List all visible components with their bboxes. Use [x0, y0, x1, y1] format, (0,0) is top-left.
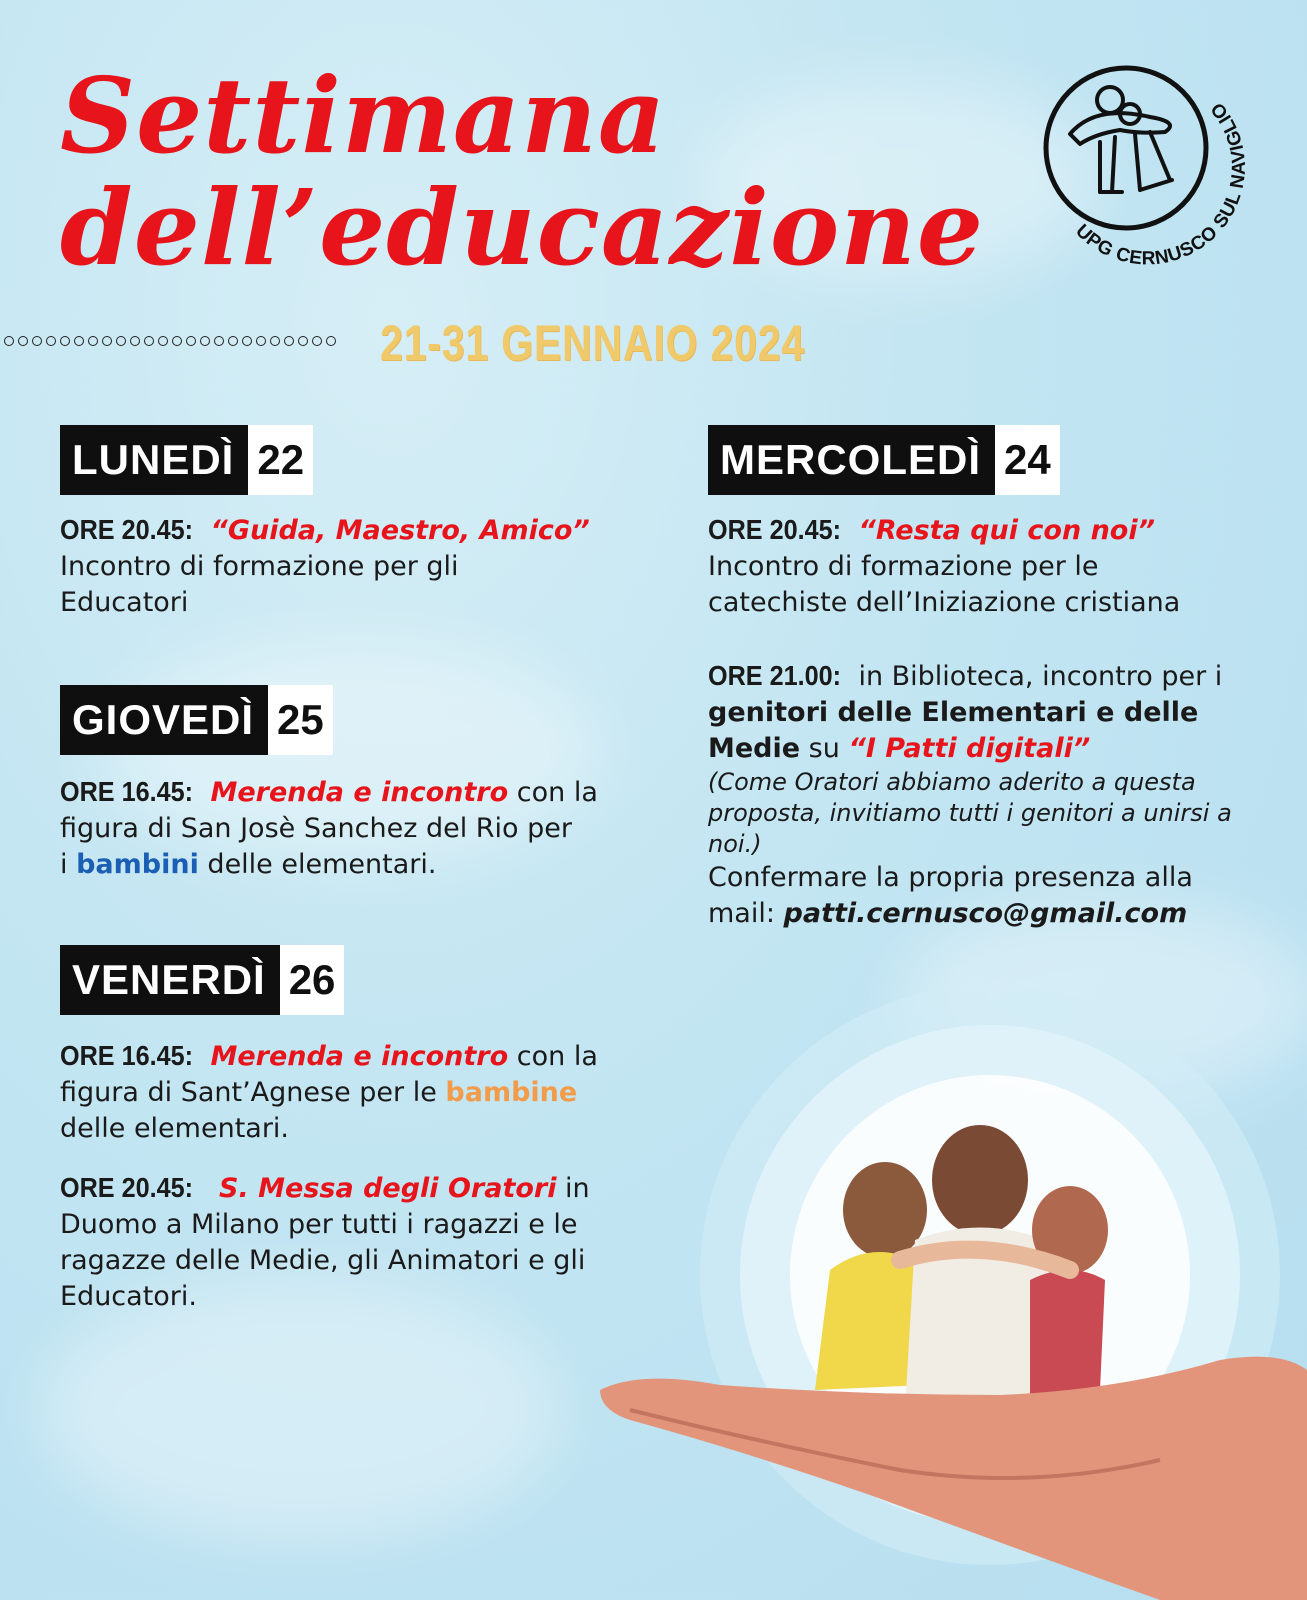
- event-desc-2: Educatori: [60, 587, 189, 618]
- event-note-1: (Come Oratori abbiamo aderito a questa: [708, 768, 1196, 796]
- event-desc-2: catechiste dell’Iniziazione cristiana: [708, 587, 1181, 618]
- event-time: ORE 20.45:: [60, 514, 194, 545]
- event-text: con la: [508, 777, 598, 808]
- event-wednesday-2: [708, 658, 1298, 932]
- event-confirm-2: mail:: [708, 898, 784, 929]
- event-friday-2: [60, 1170, 640, 1315]
- event-bold-2: Medie: [708, 733, 801, 764]
- title-line-2: dell’educazione: [60, 166, 985, 289]
- day-header-friday: [60, 945, 344, 1015]
- event-title: S. Messa degli Oratori: [219, 1173, 557, 1204]
- highlight-bambine: bambine: [445, 1077, 578, 1108]
- event-bold-1: genitori delle Elementari e delle: [708, 697, 1199, 728]
- event-confirm-1: Confermare la propria presenza alla: [708, 862, 1193, 893]
- event-text: con la: [508, 1041, 598, 1072]
- event-thursday-1: [60, 774, 640, 883]
- event-desc-1: Incontro di formazione per le: [708, 551, 1099, 582]
- event-desc-2: figura di San Josè Sanchez del Rio per: [60, 813, 572, 844]
- event-desc-3: ragazze delle Medie, gli Animatori e gli: [60, 1245, 586, 1276]
- children-group-icon: [1070, 87, 1172, 192]
- children-on-hand-icon: [600, 990, 1307, 1600]
- title-line-1: Settimana: [60, 54, 667, 177]
- day-name: MERCOLEDÌ: [708, 425, 995, 495]
- event-desc-3: delle elementari.: [60, 1113, 290, 1144]
- day-name: VENERDÌ: [60, 945, 280, 1015]
- event-time: ORE 16.45:: [60, 776, 194, 807]
- event-desc-2: Duomo a Milano per tutti i ragazzi e le: [60, 1209, 578, 1240]
- day-number: 26: [280, 945, 345, 1015]
- day-header-thursday: [60, 685, 333, 755]
- event-text: figura di Sant’Agnese per le: [60, 1077, 446, 1108]
- event-monday-1: [60, 512, 620, 621]
- day-header-wednesday: [708, 425, 1060, 495]
- event-desc-4: Educatori.: [60, 1281, 197, 1312]
- day-number: 24: [995, 425, 1060, 495]
- event-time: ORE 20.45:: [60, 1172, 194, 1203]
- event-text: i: [60, 849, 77, 880]
- event-desc-1: Incontro di formazione per gli: [60, 551, 459, 582]
- event-text: delle elementari.: [198, 849, 437, 880]
- page-title: [60, 54, 985, 289]
- event-time: ORE 20.45:: [708, 514, 842, 545]
- event-wednesday-1: [708, 512, 1288, 621]
- event-title: Merenda e incontro: [210, 1041, 509, 1072]
- event-text: in Biblioteca, incontro per i: [849, 661, 1223, 692]
- event-text: su: [800, 733, 849, 764]
- event-title: “Guida, Maestro, Amico”: [210, 515, 590, 546]
- event-time: ORE 21.00:: [708, 660, 842, 691]
- event-note-2: proposta, invitiamo tutti i genitori a unirsi a: [708, 799, 1232, 827]
- date-range: 21-31 GENNAIO 2024: [380, 315, 805, 371]
- email-link[interactable]: patti.cernusco@gmail.com: [783, 898, 1188, 929]
- event-title: “I Patti digitali”: [848, 733, 1091, 764]
- event-note-3: noi.): [708, 830, 762, 858]
- day-name: GIOVEDÌ: [60, 685, 268, 755]
- day-header-monday: [60, 425, 313, 495]
- day-number: 25: [268, 685, 333, 755]
- highlight-bambini: bambini: [76, 849, 199, 880]
- event-time: ORE 16.45:: [60, 1040, 194, 1071]
- event-friday-1: [60, 1038, 640, 1147]
- event-text: in: [556, 1173, 590, 1204]
- event-title: “Resta qui con noi”: [858, 515, 1155, 546]
- logo-text: UPG CERNUSCO SUL NAVIGLIO: [1071, 97, 1250, 270]
- upg-logo: [1040, 62, 1250, 292]
- day-name: LUNEDÌ: [60, 425, 248, 495]
- dotted-divider: [4, 336, 336, 346]
- event-title: Merenda e incontro: [210, 777, 509, 808]
- day-number: 22: [248, 425, 313, 495]
